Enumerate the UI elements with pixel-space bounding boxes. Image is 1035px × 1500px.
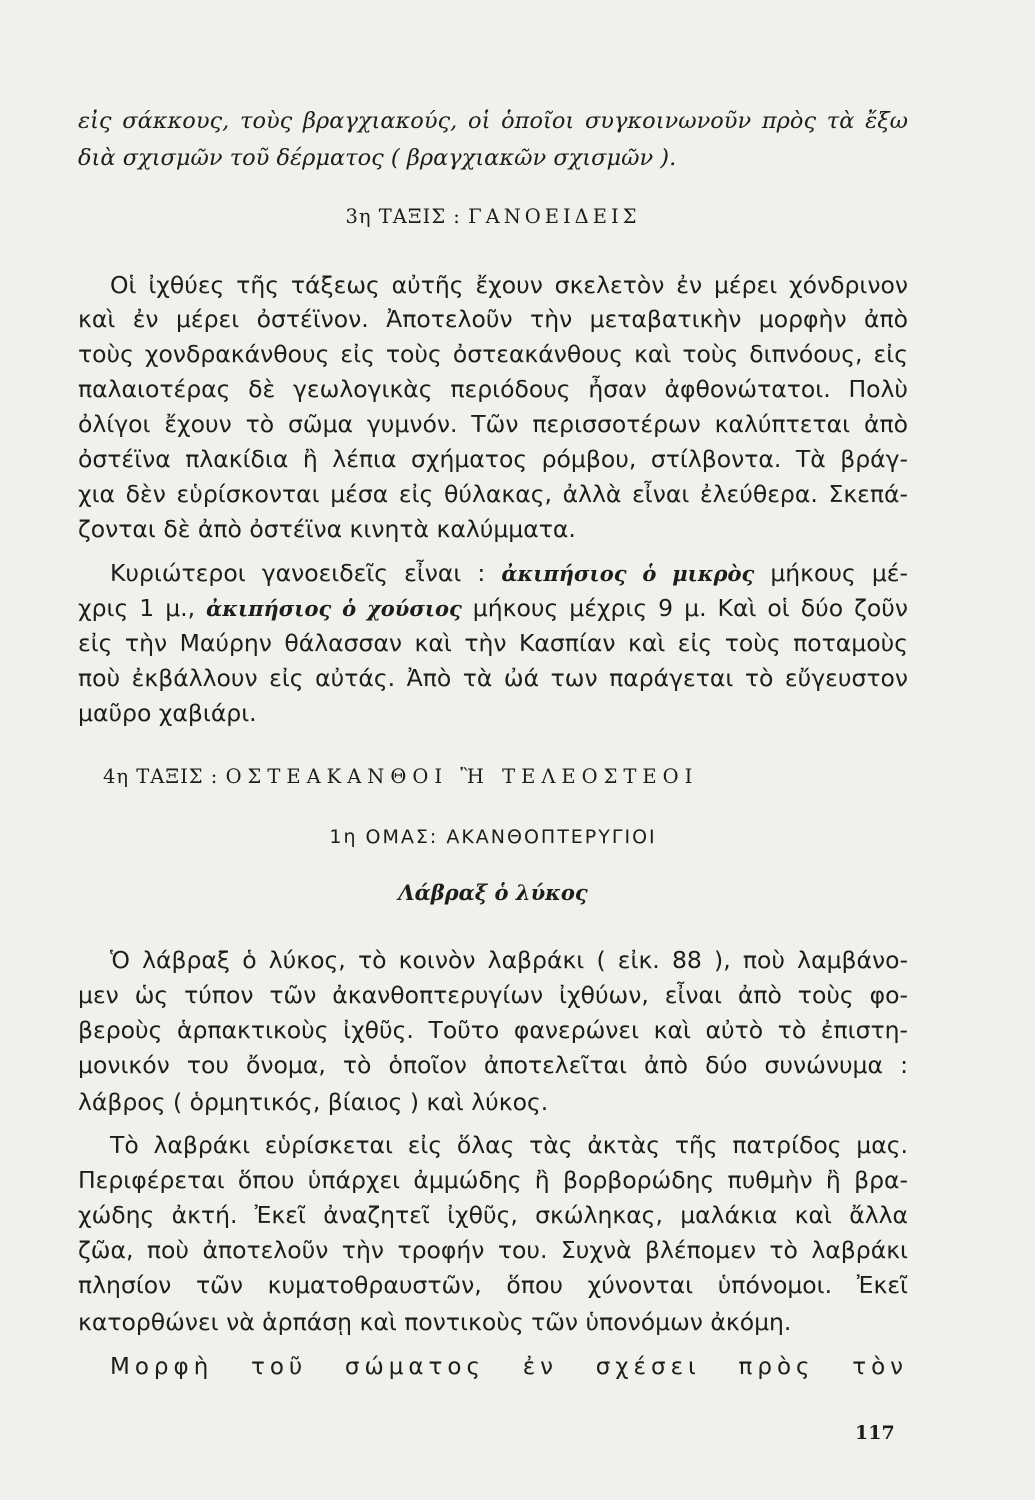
class4-para1-line: λάβρος ( ὁρμητικός, βίαιος ) καὶ λύκος.	[78, 1088, 549, 1116]
para2-text: μήκους μέχρις 9 μ. Καὶ οἱ δύο ζοῦν	[472, 594, 908, 622]
last-line: Μορφὴ τοῦ σώματος ἐν σχέσει πρὸς τὸν	[110, 1354, 908, 1380]
page-number: 117	[855, 1422, 895, 1444]
class3-prefix: 3η ΤΑΞΙΣ :	[345, 205, 461, 228]
class3-para1-line: παλαιοτέρας δὲ γεωλογικὰς περιόδους ἦσαν ἀφθονώτατοι. Πολὺ	[78, 375, 908, 403]
class3-para2-line: ποὺ ἐκβάλλουν εἰς αὐτάς. Ἀπὸ τὰ ὠά των παράγεται τὸ εὔγευστον	[78, 664, 908, 692]
class4-para2-line: Τὸ λαβράκι εὑρίσκεται εἰς ὅλας τὰς ἀκτὰς τῆς πατρίδος μας.	[110, 1131, 908, 1159]
class4-para2-line: κατορθώνει νὰ ἁρπάσῃ καὶ ποντικοὺς τῶν ὑπονόμων ἀκόμη.	[78, 1308, 792, 1336]
class4-para2-line: πλησίον τῶν κυματοθραυστῶν, ὅπου χύνονται ὑπόνομοι. Ἐκεῖ	[78, 1271, 908, 1299]
class4-para1-line: μεν ὡς τύπον τῶν ἀκανθοπτερυγίων ἰχθύων, εἶναι ἀπὸ τοὺς φο-	[78, 981, 908, 1009]
class4-para2-line: Περιφέρεται ὅπου ὑπάρχει ἀμμώδης ἢ βορβορώδης πυθμὴν ἢ βρα-	[78, 1166, 908, 1194]
species-name-bold: ἀκιπήσιος ὁ μικρὸς	[501, 561, 755, 586]
class4-para2-line: χώδης ἀκτή. Ἐκεῖ ἀναζητεῖ ἰχθῦς, σκώληκας, μαλάκια καὶ ἄλλα	[78, 1201, 908, 1229]
class3-para1-line: ὀστέϊνα πλακίδια ἢ λέπια σχήματος ρόμβου, στίλβοντα. Τὰ βράγ-	[78, 445, 908, 473]
group-heading: 1η ΟΜΑΣ: ΑΚΑΝΘΟΠΤΕΡΥΓΙΟΙ	[329, 826, 657, 848]
intro-line-1: εἰς σάκκους, τοὺς βραγχιακούς, οἱ ὁποῖοι συγκοινωνοῦν πρὸς τὰ ἔξω	[78, 108, 908, 134]
class3-heading	[78, 200, 908, 234]
class4-para2-line: ζῶα, ποὺ ἀποτελοῦν τὴν τροφήν του. Συχνὰ βλέπομεν τὸ λαβράκι	[78, 1236, 908, 1264]
class4-name: ΟΣΤΕΑΚΑΝΘΟΙ Ἢ ΤΕΛΕΟΣΤΕΟΙ	[225, 765, 699, 788]
para2-text: χρις 1 μ.,	[78, 594, 196, 622]
species-name-bold: ἀκιπήσιος ὁ χούσιος	[206, 596, 462, 621]
class4-prefix: 4η ΤΑΞΙΣ :	[103, 765, 219, 788]
para2-text: Κυριώτεροι γανοειδεῖς εἶναι :	[110, 559, 486, 587]
class3-para2-line	[78, 591, 908, 626]
class3-para1-line: Οἱ ἰχθύες τῆς τάξεως αὐτῆς ἔχουν σκελετὸν ἐν μέρει χόνδρινον	[110, 271, 908, 299]
class4-para1-line: Ὁ λάβραξ ὁ λύκος, τὸ κοινὸν λαβράκι ( εἰκ. 88 ), ποὺ λαμβάνο-	[110, 946, 908, 974]
para2-text: μήκους μέ-	[770, 559, 908, 587]
class3-para2-line: εἰς τὴν Μαύρην θάλασσαν καὶ τὴν Κασπίαν καὶ εἰς τοὺς ποταμοὺς	[78, 629, 908, 657]
class3-para2-line	[78, 556, 908, 591]
class3-para1-line: χια δὲν εὑρίσκονται μέσα εἰς θύλακας, ἀλλὰ εἶναι ἐλεύθερα. Σκεπά-	[78, 480, 908, 508]
class3-para1-line: τοὺς χονδρακάνθους εἰς τοὺς ὀστεακάνθους καὶ τοὺς διπνόους, εἰς	[78, 340, 908, 368]
class3-para1-line: ὀλίγοι ἔχουν τὸ σῶμα γυμνόν. Τῶν περισσοτέρων καλύπτεται ἀπὸ	[78, 410, 908, 438]
class3-para1-line: καὶ ἐν μέρει ὀστέϊνον. Ἀποτελοῦν τὴν μεταβατικὴν μορφὴν ἀπὸ	[78, 305, 908, 333]
intro-line-2: διὰ σχισμῶν τοῦ δέρματος ( βραγχιακῶν σχισμῶν ).	[78, 145, 677, 171]
class3-para2-line: μαῦρο χαβιάρι.	[78, 699, 257, 727]
class4-para1-line: μονικόν του ὄνομα, τὸ ὁποῖον ἀποτελεῖται ἀπὸ δύο συνώνυμα :	[78, 1051, 908, 1079]
species-title: Λάβραξ ὁ λύκος	[398, 880, 588, 905]
class3-name: ΓΑΝΟΕΙΔΕΙΣ	[468, 205, 641, 228]
class4-para1-line: βεροὺς ἁρπακτικοὺς ἰχθῦς. Τοῦτο φανερώνει καὶ αὐτὸ τὸ ἐπιστη-	[78, 1016, 908, 1044]
class4-heading	[78, 760, 908, 794]
class3-para1-line: ζονται δὲ ἀπὸ ὀστέϊνα κινητὰ καλύμματα.	[78, 515, 576, 543]
